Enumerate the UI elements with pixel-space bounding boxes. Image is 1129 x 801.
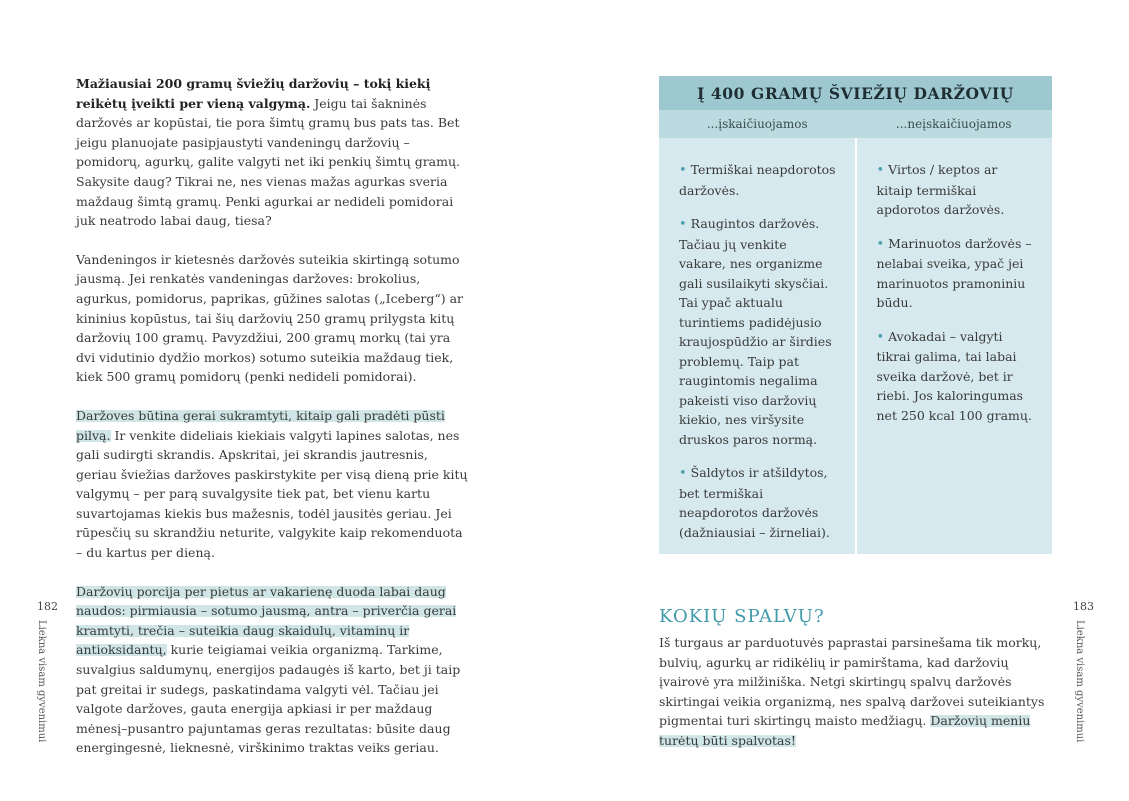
bullet-icon: • (679, 217, 687, 232)
bullet-icon: • (679, 466, 687, 481)
list-item (679, 463, 837, 542)
paragraph-1-bold: Mažiausiai 200 gramų šviežių daržovių – tokį kiekį reikėtų įveikti per vieną valgymą. (76, 76, 431, 111)
section-heading: KOKIŲ SPALVŲ? (659, 606, 825, 627)
paragraph-2: Vandeningos ir kietesnės daržovės suteikia skirtingą sotumo jausmą. Jei renkatės vandeningas daržoves: brokolius, agurkus, pomidorus, paprikas, gūžines salotas („Iceberg“) ar kininius kopūstus, tai šių daržovių 250 gramų prilygsta kitų daržovių 100 gramų. Pavyzdžiui, 200 gramų morkų (tai yra dvi vidutinio dydžio morkos) sotumo suteikia maždaug tiek, kiek 500 gramų pomidorų (penki nedideli pomidorai). (76, 251, 464, 385)
info-box-title: Į 400 GRAMŲ ŠVIEŽIŲ DARŽOVIŲ (659, 76, 1052, 110)
info-box-subheader (659, 110, 1052, 138)
list-item-text: Virtos / keptos ar kitaip termiškai apdorotos daržovės. (876, 162, 1005, 217)
list-item-text: Raugintos daržovės. Tačiau jų venkite vakare, nes organizme gali susilaikyti skysčiai. Tai ypač aktualu turintiems padidėjusio kraujospūdžio ar širdies problemų. Taip pat raugintomis negalima pakeisti viso daržovių kiekio, nes viršysite druskos paros normą. (679, 216, 832, 447)
paragraph-1 (76, 74, 472, 231)
running-head-right: Liekna visam gyvenimui (1074, 620, 1085, 743)
excluded-column (855, 138, 1053, 554)
paragraph-4-highlight: Daržovių porcija per pietus ar vakarienę duoda labai daug naudos: pirmiausia – sotumo jausmą, antra – priverčia gerai kramtyti, trečia – suteikia daug skaidulų, vitaminų ir antioksidantų, (76, 583, 457, 658)
list-item (877, 234, 1035, 313)
info-box (659, 76, 1052, 554)
column-header-excluded: ...neįskaičiuojamos (895, 117, 1012, 131)
list-item-text: Marinuotos daržovės – nelabai sveika, ypač jei marinuotos pramoniniu būdu. (876, 235, 1032, 310)
bullet-icon: • (679, 163, 687, 178)
info-box-columns (659, 138, 1052, 554)
section-body (659, 633, 1061, 751)
running-head-left: Liekna visam gyvenimui (36, 620, 47, 743)
list-item-text: Termiškai neapdorotos daržovės. (679, 162, 836, 198)
bullet-icon: • (876, 236, 885, 252)
column-header-included: ...įskaičiuojamos (706, 117, 808, 131)
paragraph-4 (76, 582, 472, 758)
section-highlight: Daržovių meniu turėtų būti spalvotas! (659, 713, 1031, 748)
list-item-text: Šaldytos ir atšildytos, bet termiškai neapdorotos daržovės (dažniausiai – žirneliai). (679, 465, 830, 540)
list-item (877, 160, 1035, 220)
paragraph-3 (76, 406, 472, 563)
paragraph-1-text: Jeigu tai šakninės daržovės ar kopūstai, tie pora šimtų gramų bus pats tas. Bet jeigu planuojate pasipjaustyti vandeningų daržovių – pomidorų, agurkų, galite valgyti net iki penkių šimtų gramų. Sakysite daug? Tikrai ne, nes vienas mažas agurkas sveria maždaug šimtą gramų. Penki agurkai ar nedideli pomidorai juk neatrodo labai daug, tiesa? (76, 95, 460, 229)
bullet-icon: • (876, 329, 885, 345)
page-number-left: 182 (37, 600, 58, 613)
paragraph-4-text: kurie teigiamai veikia organizmą. Tarkime, suvalgius saldumynų, energijos padaugės iš karto, bet ji taip pat greitai ir sudegs, paskatindama valgyti vėl. Tačiau jei valgote daržoves, gauta energija apkiasi ir per maždaug mėnesį–pusantro pajuntamas geras rezultatas: būsite daug energingesnė, lieknesnė, virškinimo traktas veiks geriau. (76, 642, 461, 756)
paragraph-3-text: Ir venkite dideliais kiekiais valgyti lapines salotas, nes gali sudirgti skrandis. Apskritai, jei skrandis jautresnis, geriau šviežias daržoves paskirstykite per visą dieną prie kitų valgymų – per parą suvalgysite tiek pat, bet vienu kartu suvartojamas kiekis bus mažesnis, todėl jausitės geriau. Jei rūpesčių su skrandžiu neturite, valgykite kaip rekomenduota – du kartus per dieną. (76, 427, 468, 561)
section-text: Iš turgaus ar parduotuvės paprastai parsinešama tik morkų, bulvių, agurkų ar ridikėlių ir pamirštama, kad daržovių įvairovė yra milžiniška. Netgi skirtingų spalvų daržovės skirtingai veikia organizmą, nes spalvą daržovei suteikiantys pigmentai turi skirtingų maisto medžiagų. (659, 635, 1045, 729)
paragraph-3-highlight: Daržoves būtina gerai sukramtyti, kitaip gali pradėti pūsti pilvą. (76, 407, 445, 443)
list-item (679, 214, 837, 449)
list-item (679, 160, 837, 200)
bullet-icon: • (876, 163, 885, 178)
included-column (659, 138, 855, 554)
list-item (877, 327, 1035, 426)
list-item-text: Avokadai – valgyti tikrai galima, tai labai sveika daržovė, bet ir riebi. Jos kaloringumas net 250 kcal 100 gramų. (876, 328, 1032, 423)
left-page-body (76, 74, 472, 777)
page-number-right: 183 (1073, 600, 1094, 613)
